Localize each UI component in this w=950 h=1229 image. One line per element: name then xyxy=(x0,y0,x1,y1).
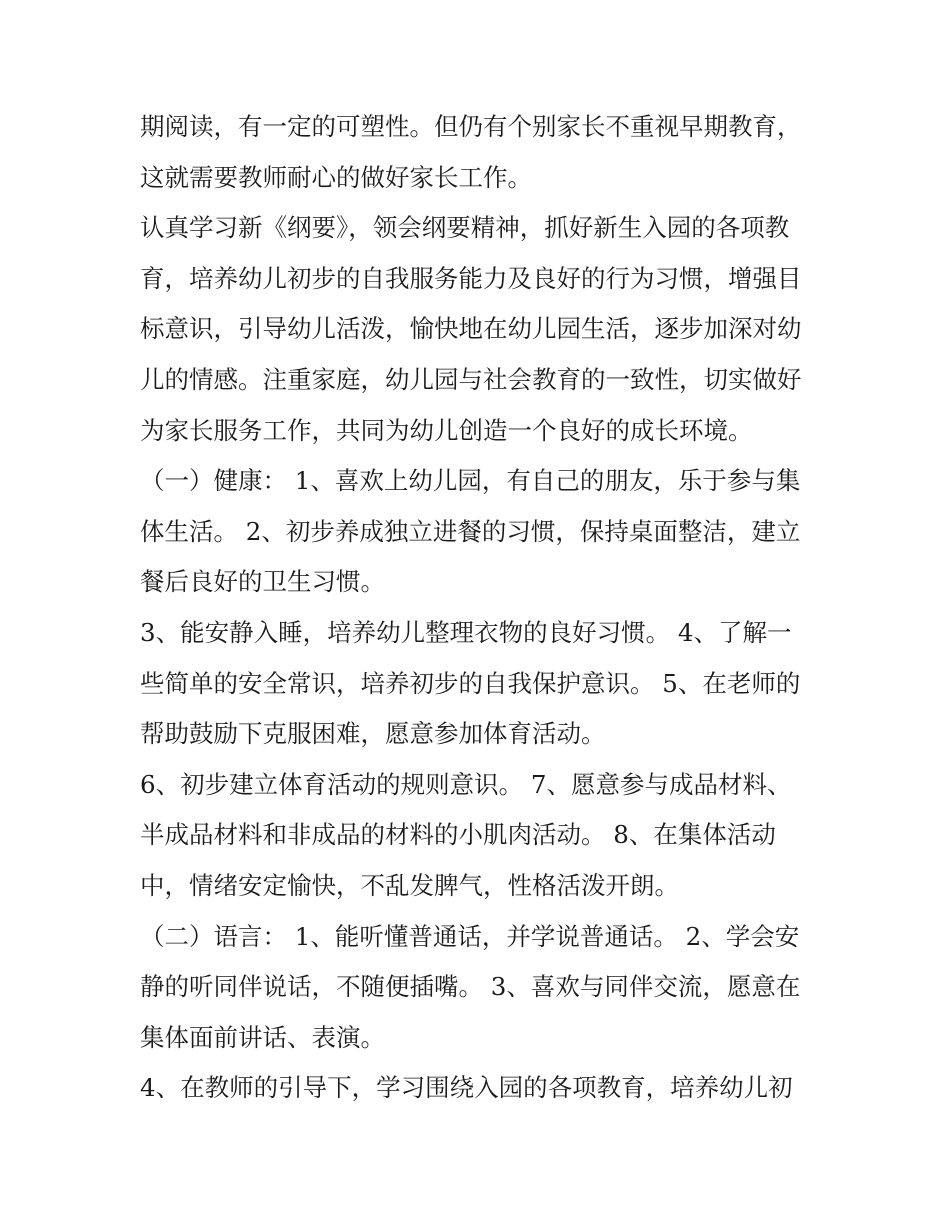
text-line: 餐后良好的卫生习惯。 xyxy=(140,567,385,597)
text-line: 中，情绪安定愉快，不乱发脾气，性格活泼开朗。 xyxy=(140,870,679,900)
text-line: （一）健康： 1、喜欢上幼儿园，有自己的朋友，乐于参与集 xyxy=(140,466,801,496)
text-line: 些简单的安全常识，培养初步的自我保护意识。 5、在老师的 xyxy=(140,668,801,698)
text-line: 认真学习新《纲要》，领会纲要精神，抓好新生入园的各项教 xyxy=(140,213,790,243)
text-line: （二）语言： 1、能听懂普通话，并学说普通话。 2、学会安 xyxy=(140,921,800,951)
text-line: 儿的情感。注重家庭，幼儿园与社会教育的一致性，切实做好 xyxy=(140,364,802,394)
text-line: 为家长服务工作，共同为幼儿创造一个良好的成长环境。 xyxy=(140,415,753,445)
document-body xyxy=(140,102,820,1114)
text-line: 这就需要教师耐心的做好家长工作。 xyxy=(140,162,532,192)
text-line: 期阅读，有一定的可塑性。但仍有个别家长不重视早期教育， xyxy=(140,112,802,141)
text-line: 静的听同伴说话，不随便插嘴。 3、喜欢与同伴交流，愿意在 xyxy=(140,972,801,1002)
text-line: 3、能安静入睡，培养幼儿整理衣物的良好习惯。 4、了解一 xyxy=(140,617,792,647)
text-line: 标意识，引导幼儿活泼，愉快地在幼儿园生活，逐步加深对幼 xyxy=(140,314,802,344)
text-line: 帮助鼓励下克服困难，愿意参加体育活动。 xyxy=(140,719,606,749)
text-line: 半成品材料和非成品的材料的小肌肉活动。 8、在集体活动 xyxy=(140,820,776,850)
text-line: 育，培养幼儿初步的自我服务能力及良好的行为习惯，增强目 xyxy=(140,263,802,293)
text-line: 集体面前讲话、表演。 xyxy=(140,1022,385,1052)
text-line: 4、在教师的引导下，学习围绕入园的各项教育，培养幼儿初 xyxy=(140,1073,793,1103)
text-line: 6、初步建立体育活动的规则意识。 7、愿意参与成品材料、 xyxy=(140,769,792,799)
text-line: 体生活。 2、初步养成独立进餐的习惯，保持桌面整洁，建立 xyxy=(140,516,801,546)
